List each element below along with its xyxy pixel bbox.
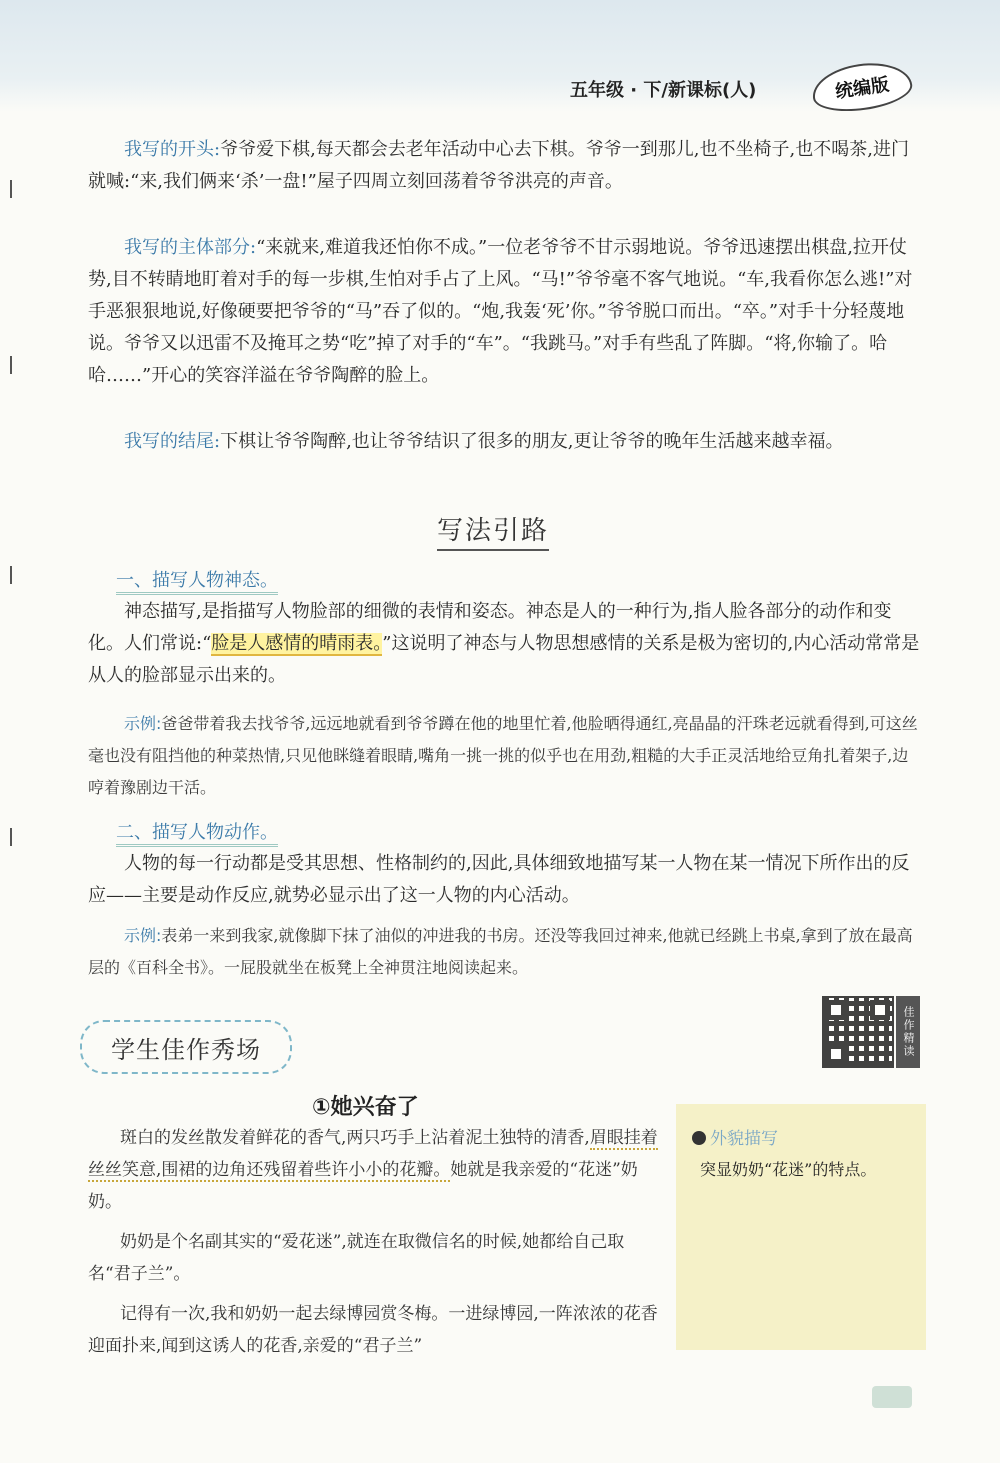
side-note-text: 突显奶奶“花迷”的特点。: [700, 1160, 877, 1179]
page-number-tab: [872, 1386, 912, 1408]
method1-text-before: 神态描写,是指描写人物脸部的细微的表情和姿态。神态是人的一种行为,指人脸各部分的动作和变化。人们常说:“: [88, 601, 892, 654]
essay-p1-a: 斑白的发丝散发着鲜花的香气,两只巧手上沾着泥土独特的清香,: [120, 1128, 590, 1148]
side-note-label: [692, 1124, 778, 1149]
edition-badge: 统编版: [809, 57, 914, 116]
method1-heading: 一、描写人物神态。: [116, 566, 278, 595]
body-text: “来就来,难道我还怕你不成。”一位老爷爷不甘示弱地说。爷爷迅速摆出棋盘,拉开仗势,目不转睛地盯着对手的每一步棋,生怕对手占了上风。“马!”爷爷毫不客气地说。“车,我看你怎么逃!”对手恶狠狠地说,好像硬要把爷爷的“马”吞了似的。“炮,我轰‘死’你。”爷爷脱口而出。“卒。”对手十分轻蔑地说。爷爷又以迅雷不及掩耳之势“吃”掉了对手的“车”。“我跳马。”对手有些乱了阵脚。“将,你输了。哈哈……”开心的笑容洋溢在爷爷陶醉的脸上。: [88, 237, 913, 386]
essay-p1-b: 她就是我亲爱的“花迷”奶奶。: [88, 1160, 638, 1212]
qr-tab-label: 佳作精读: [896, 996, 920, 1068]
method2-paragraph: 人物的每一行动都是受其思想、性格制约的,因此,具体细致地描写某一人物在某一情况下所作出的反应——主要是动作反应,就势必显示出了这一人物的内心活动。: [88, 853, 910, 906]
body-label: 我写的主体部分:: [124, 237, 257, 258]
essay-p1-underlined: 眉眼挂着丝丝笑意,围裙的边角还残留着些许小小的花瓣。: [88, 1128, 658, 1180]
ending-text: 下棋让爷爷陶醉,也让爷爷结识了很多的朋友,更让爷爷的晚年生活越来越幸福。: [220, 431, 844, 452]
method1-paragraph: [88, 596, 920, 692]
section-title: 写法引路: [437, 510, 549, 551]
essay-title: ①她兴奋了: [312, 1095, 419, 1120]
showcase-banner: 学生佳作秀场: [80, 1020, 292, 1074]
essay-paragraph-2: 奶奶是个名副其实的“爱花迷”,就连在取微信名的时候,她都给自己取名“君子兰”。: [88, 1232, 625, 1284]
method2-example-text: 表弟一来到我家,就像脚下抹了油似的冲进我的书房。还没等我回过神来,他就已经跳上书桌,拿到了放在最高层的《百科全书》。一屁股就坐在板凳上全神贯注地阅读起来。: [88, 926, 913, 977]
method1-example: [88, 708, 920, 804]
bullet-icon: [692, 1131, 706, 1145]
essay-paragraph-3: 记得有一次,我和奶奶一起去绿博园赏冬梅。一进绿博园,一阵浓浓的花香迎面扑来,闻到这诱人的花香,亲爱的“君子兰”: [88, 1304, 658, 1356]
method1-example-text: 爸爸带着我去找爷爷,远远地就看到爷爷蹲在他的地里忙着,他脸晒得通红,亮晶晶的汗珠老远就看得到,可这丝毫也没有阻挡他的种菜热情,只见他眯缝着眼睛,嘴角一挑一挑的似乎也在用劲,粗糙的大手正灵活地给豆角扎着架子,边哼着豫剧边干活。: [88, 714, 918, 797]
margin-mark: [10, 356, 12, 374]
ending-label: 我写的结尾:: [124, 431, 221, 452]
margin-mark: [10, 566, 12, 584]
quote-highlight: 脸是人感情的晴雨表。: [211, 633, 383, 654]
margin-mark: [10, 180, 12, 198]
margin-mark: [10, 828, 12, 846]
example-tag: 示例:: [124, 714, 162, 733]
side-note-label-text: 外貌描写: [710, 1129, 778, 1149]
series-label: 五年级 · 下/新课标(人): [570, 80, 757, 101]
ending-paragraph: [88, 426, 920, 458]
essay-paragraph-1: [88, 1122, 662, 1218]
method2-example: [88, 920, 920, 984]
qr-code-icon[interactable]: [822, 996, 894, 1068]
opening-text: 爷爷爱下棋,每天都会去老年活动中心去下棋。爷爷一到那儿,也不坐椅子,也不喝茶,进门就喊:“来,我们俩来‘杀’一盘!”屋子四周立刻回荡着爷爷洪亮的声音。: [88, 139, 909, 192]
body-paragraph: [88, 232, 920, 392]
method2-heading: 二、描写人物动作。: [116, 818, 278, 847]
example-tag: 示例:: [124, 926, 162, 945]
opening-label: 我写的开头:: [124, 139, 221, 160]
method1-text-after: ”这说明了神态与人物思想感情的关系是极为密切的,内心活动常常是从人的脸部显示出来的。: [88, 633, 920, 686]
opening-paragraph: [88, 134, 920, 198]
